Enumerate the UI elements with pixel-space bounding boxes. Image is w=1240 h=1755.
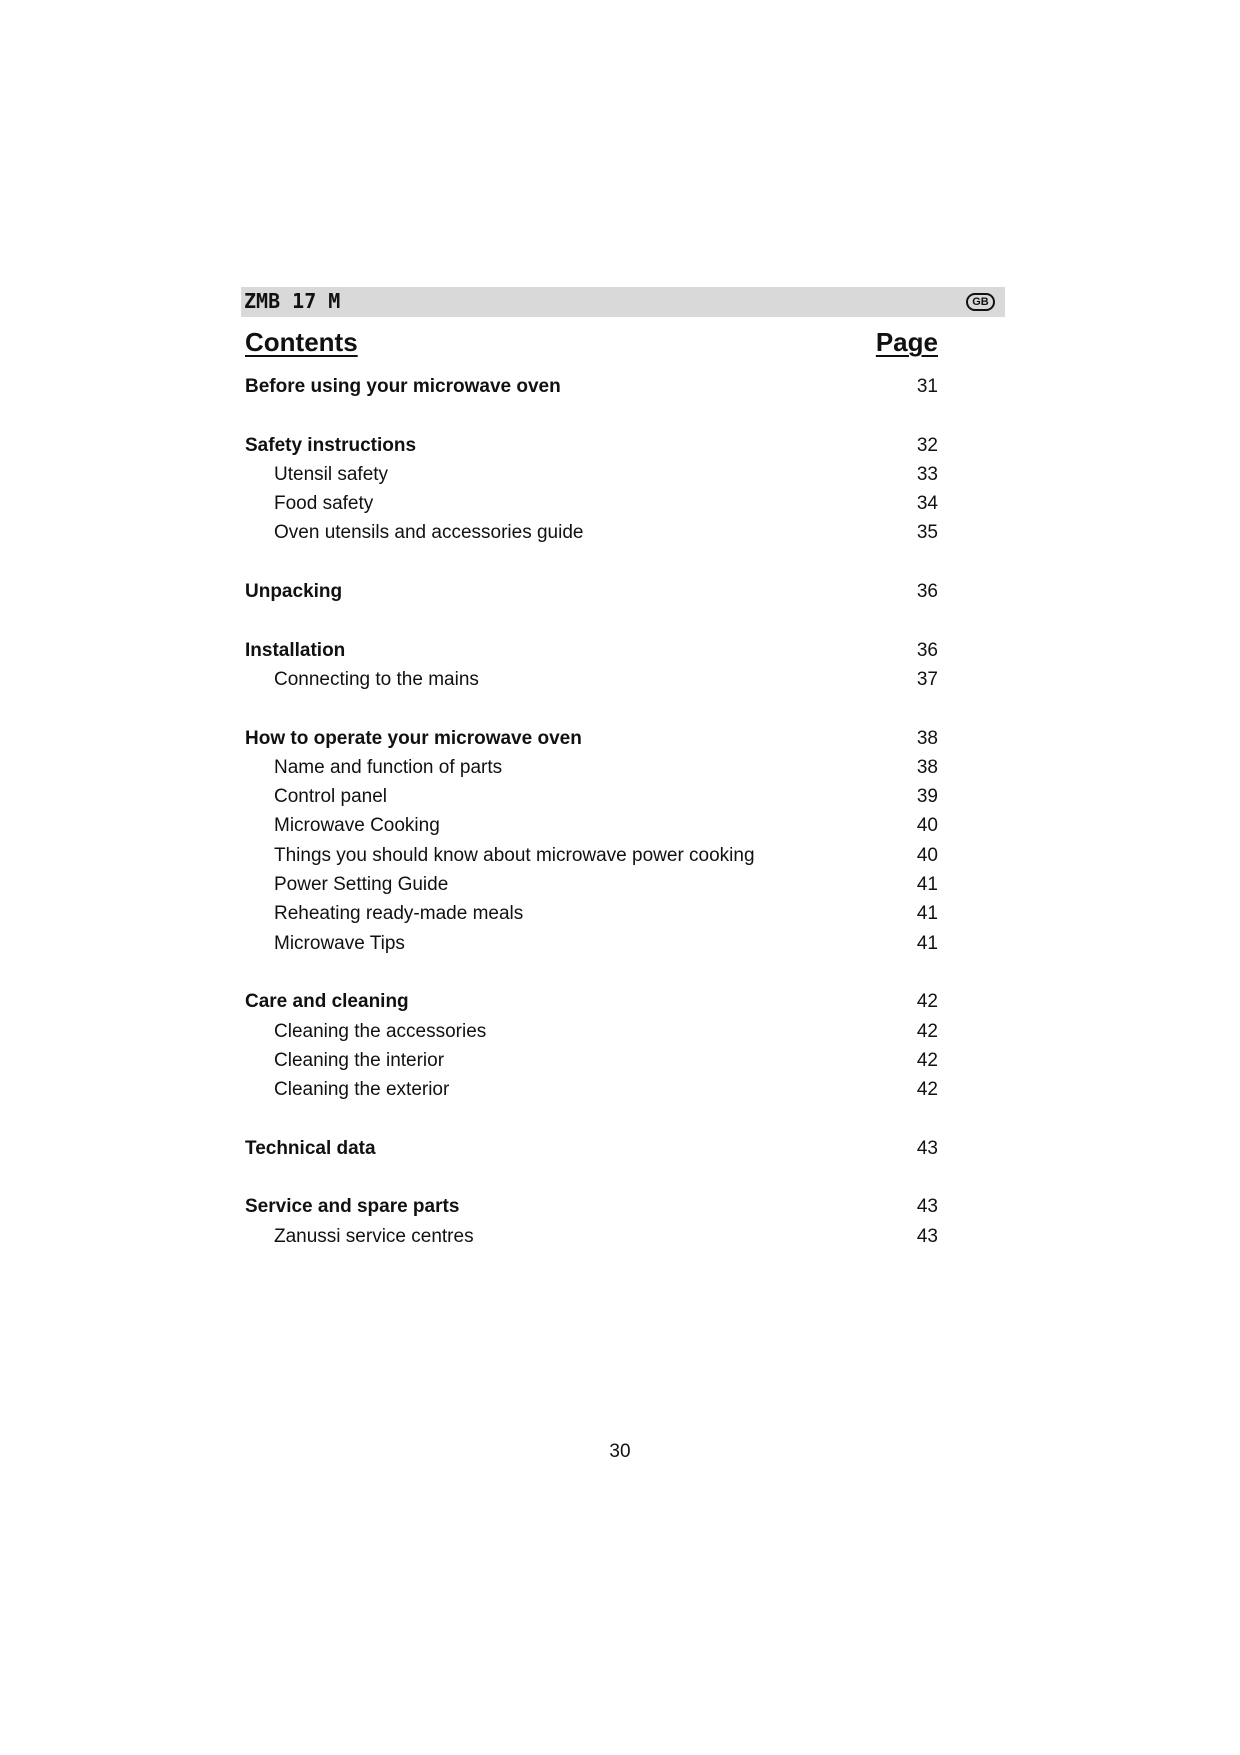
toc-subentry[interactable] <box>245 753 938 782</box>
contents-heading: Contents <box>245 327 358 357</box>
toc-subentry[interactable] <box>245 1222 938 1251</box>
toc-entry-page: 33 <box>916 463 938 485</box>
toc-entry[interactable] <box>245 577 938 606</box>
toc-entry[interactable] <box>245 724 938 753</box>
toc-entry-label: Things you should know about microwave power cooking <box>274 844 755 866</box>
table-of-contents <box>245 372 938 1251</box>
toc-subentry[interactable] <box>245 811 938 840</box>
header-bar <box>241 287 1005 317</box>
page-heading: Page <box>875 327 938 357</box>
toc-entry-page: 39 <box>916 786 938 808</box>
toc-entry-label: Reheating ready-made meals <box>274 903 524 925</box>
toc-entry-page: 35 <box>916 522 938 544</box>
toc-entry-label: Power Setting Guide <box>274 874 449 896</box>
toc-entry-page: 41 <box>916 932 938 954</box>
toc-subentry[interactable] <box>245 1075 938 1104</box>
toc-entry-label: Food safety <box>274 493 374 515</box>
toc-subentry[interactable] <box>245 929 938 958</box>
toc-entry-label: Before using your microwave oven <box>245 376 561 397</box>
toc-subentry[interactable] <box>245 899 938 928</box>
toc-entry-label: How to operate your microwave oven <box>245 727 582 749</box>
toc-entry-page: 31 <box>916 376 938 397</box>
toc-entry-page: 42 <box>916 1020 938 1042</box>
toc-subentry[interactable] <box>245 1017 938 1046</box>
toc-entry[interactable] <box>245 431 938 460</box>
toc-subentry[interactable] <box>245 489 938 518</box>
toc-entry-page: 37 <box>916 668 938 690</box>
toc-entry-label: Oven utensils and accessories guide <box>274 522 584 544</box>
model-label: ZMB 17 M <box>244 289 341 313</box>
toc-subentry[interactable] <box>245 518 938 547</box>
language-badge: GB <box>966 293 995 311</box>
toc-entry[interactable] <box>245 1134 938 1163</box>
toc-entry-label: Zanussi service centres <box>274 1225 474 1247</box>
toc-entry-page: 42 <box>916 1079 938 1101</box>
toc-subentry[interactable] <box>245 1046 938 1075</box>
toc-entry-page: 42 <box>916 1049 938 1071</box>
toc-entry[interactable] <box>245 372 938 401</box>
toc-entry-label: Cleaning the accessories <box>274 1020 487 1042</box>
toc-entry[interactable] <box>245 636 938 665</box>
toc-subentry[interactable] <box>245 665 938 694</box>
toc-entry-label: Service and spare parts <box>245 1196 460 1218</box>
toc-entry-label: Name and function of parts <box>274 756 503 778</box>
toc-entry-page: 32 <box>916 434 938 456</box>
toc-subentry[interactable] <box>245 841 938 870</box>
toc-entry-label: Connecting to the mains <box>274 668 479 690</box>
toc-entry-page: 43 <box>916 1196 938 1218</box>
toc-entry-label: Microwave Cooking <box>274 815 440 837</box>
toc-entry-label: Safety instructions <box>245 434 417 456</box>
toc-entry-page: 38 <box>916 727 938 749</box>
toc-entry[interactable] <box>245 987 938 1016</box>
toc-entry-label: Control panel <box>274 786 388 808</box>
toc-entry-page: 43 <box>916 1137 938 1159</box>
toc-entry-page: 41 <box>916 874 938 896</box>
toc-entry-page: 40 <box>916 844 938 866</box>
toc-entry-page: 43 <box>916 1225 938 1247</box>
toc-entry-page: 42 <box>916 991 938 1013</box>
toc-entry-page: 38 <box>916 756 938 778</box>
toc-subentry[interactable] <box>245 460 938 489</box>
toc-entry-label: Cleaning the interior <box>274 1049 445 1071</box>
toc-entry-page: 36 <box>916 639 938 661</box>
toc-entry-page: 41 <box>916 903 938 925</box>
toc-entry-page: 40 <box>916 815 938 837</box>
page-number: 30 <box>609 1441 631 1462</box>
toc-entry-label: Microwave Tips <box>274 932 405 954</box>
toc-entry[interactable] <box>245 1192 938 1221</box>
toc-entry-label: Unpacking <box>245 581 343 603</box>
toc-entry-label: Technical data <box>245 1137 376 1159</box>
toc-entry-page: 36 <box>916 581 938 603</box>
toc-entry-page: 34 <box>916 493 938 515</box>
toc-subentry[interactable] <box>245 870 938 899</box>
toc-subentry[interactable] <box>245 782 938 811</box>
toc-entry-label: Utensil safety <box>274 463 389 485</box>
toc-entry-label: Cleaning the exterior <box>274 1079 450 1101</box>
toc-entry-label: Care and cleaning <box>245 991 409 1013</box>
toc-entry-label: Installation <box>245 639 346 661</box>
